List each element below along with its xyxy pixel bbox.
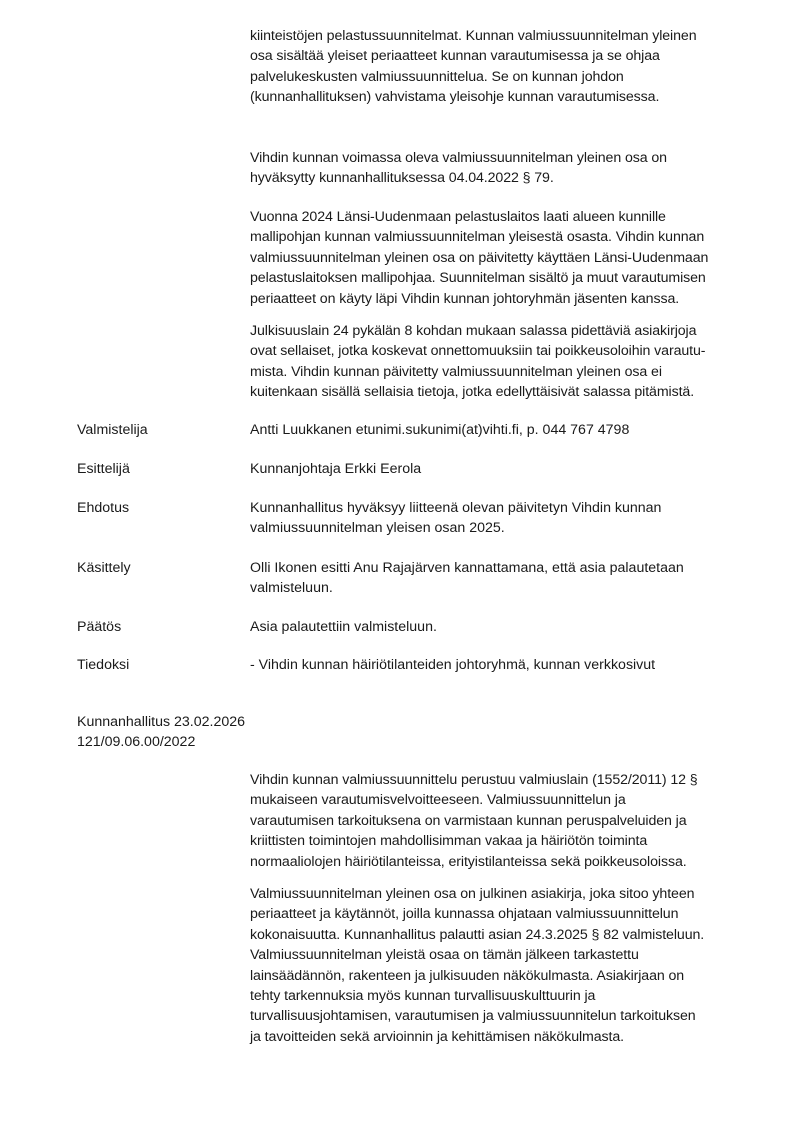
text-line: hyväksytty kunnanhallituksessa 04.04.2022 § 79.	[250, 170, 554, 187]
text-line: turvallisuusjohtamisen, varautumisen ja valmiussuunnitelun tarkoituksen	[250, 1008, 696, 1025]
paragraph-template-2024	[250, 207, 730, 309]
text-line: Kunnanhallitus hyväksyy liitteenä olevan päivitetyn Vihdin kunnan	[250, 500, 662, 516]
text-line: Valmiussuunnitelman yleinen osa on julkinen asiakirja, joka sitoo yhteen	[250, 886, 695, 902]
text-line: varautumisen tarkoituksena on varmistaan kunnan peruspalveluiden ja	[250, 812, 687, 829]
text-line: Antti Luukkanen etunimi.sukunimi(at)vihti.fi, p. 044 767 4798	[250, 422, 630, 438]
text-line: mallipohjan kunnan valmiussuunnitelman yleisestä osasta. Vihdin kunnan	[250, 229, 705, 246]
text-line: Julkisuuslain 24 pykälän 8 kohdan mukaan salassa pidettäviä asiakirjoja	[250, 323, 697, 339]
text-line: Vihdin kunnan voimassa oleva valmiussuunnitelman yleinen osa on	[250, 150, 667, 166]
text-line: periaatteet ja käytännöt, joilla kunnassa ohjataan valmiussuunnittelun	[250, 906, 679, 923]
text-line: mukaiseen varautumisvelvoitteeseen. Valmiussuunnittelun ja	[250, 792, 626, 809]
text-line: kokonaisuutta. Kunnanhallitus palautti asian 24.3.2025 § 82 valmisteluun.	[250, 926, 705, 943]
text-line: - Vihdin kunnan häiriötilanteiden johtoryhmä, kunnan verkkosivut	[250, 657, 656, 673]
text-line: pelastuslaitoksen mallipohjaa. Suunnitelman sisältö ja muut varautumisen	[250, 270, 706, 287]
text-line: valmiussuunnitelman yleinen osa on päivitetty käyttäen Länsi-Uudenmaan	[250, 249, 709, 266]
text-line: periaatteet on käyty läpi Vihdin kunnan johtoryhmän jäsenten kanssa.	[250, 290, 680, 307]
text-line: kuitenkaan sisällä sellaisia tietoja, jotka edellyttäisivät salassa pitämistä.	[250, 384, 695, 401]
field-value	[250, 498, 730, 539]
field-value	[250, 558, 730, 599]
text-line: Kunnanjohtaja Erkki Eerola	[250, 461, 422, 477]
text-line: normaaliolojen häiriötilanteissa, erityistilanteissa sekä poikkeusoloissa.	[250, 853, 687, 870]
paragraph-publicity-act	[250, 321, 730, 403]
text-line: (kunnanhallituksen) vahvistama yleisohje kunnan varautumisessa.	[250, 89, 660, 106]
text-line: lainsäädännön, rakenteen ja julkisuuden näkökulmasta. Asiakirjaan on	[250, 967, 685, 984]
field-label: Käsittely	[77, 560, 131, 576]
text-line: kriittisten toimintojen mahdollisimman vakaa ja häiriötön toiminta	[250, 833, 648, 850]
text-line: ovat sellaiset, jotka koskevat onnettomuuksiin tai poikkeusoloihin varautu-	[250, 343, 706, 360]
text-line: valmisteluun.	[250, 580, 333, 597]
text-line: Olli Ikonen esitti Anu Rajajärven kannattamana, että asia palautetaan	[250, 560, 684, 576]
paragraph-readiness-basis	[250, 770, 730, 872]
paragraph-current-plan	[250, 148, 730, 189]
paragraph-public-document	[250, 884, 730, 1047]
field-label: Tiedoksi	[77, 657, 130, 673]
field-value	[250, 420, 730, 440]
paragraph-plan-description	[250, 26, 730, 108]
text-line: Vuonna 2024 Länsi-Uudenmaan pelastuslaitos laati alueen kunnille	[250, 209, 666, 225]
text-line: mista. Vihdin kunnan päivitetty valmiussuunnitelman yleinen osa ei	[250, 363, 662, 380]
field-value	[250, 655, 730, 675]
text-line: Valmiussuunnitelman yleistä osaa on tämän jälkeen tarkastettu	[250, 947, 639, 964]
text-line: Asia palautettiin valmisteluun.	[250, 619, 437, 635]
record-number: 121/09.06.00/2022	[77, 734, 196, 751]
field-label: Päätös	[77, 619, 122, 635]
field-value	[250, 617, 730, 637]
field-label: Valmistelija	[77, 422, 148, 438]
text-line: tehty tarkennuksia myös kunnan turvallisuuskulttuurin ja	[250, 988, 596, 1005]
meeting-body-date: Kunnanhallitus 23.02.2026	[77, 714, 246, 730]
text-line: ja tavoitteiden sekä arvioinnin ja kehittämisen näkökulmasta.	[250, 1028, 625, 1045]
text-line: Vihdin kunnan valmiussuunnittelu perustuu valmiuslain (1552/2011) 12 §	[250, 772, 698, 788]
text-line: valmiussuunnitelman yleisen osan 2025.	[250, 520, 505, 537]
meeting-header	[77, 712, 245, 753]
field-label: Ehdotus	[77, 500, 130, 516]
text-line: osa sisältää yleiset periaatteet kunnan varautumisessa ja se ohjaa	[250, 48, 660, 65]
field-label: Esittelijä	[77, 461, 130, 477]
field-value	[250, 459, 730, 479]
text-line: palvelukeskusten valmiussuunnittelua. Se on kunnan johdon	[250, 68, 624, 85]
text-line: kiinteistöjen pelastussuunnitelmat. Kunnan valmiussuunnitelman yleinen	[250, 28, 697, 44]
